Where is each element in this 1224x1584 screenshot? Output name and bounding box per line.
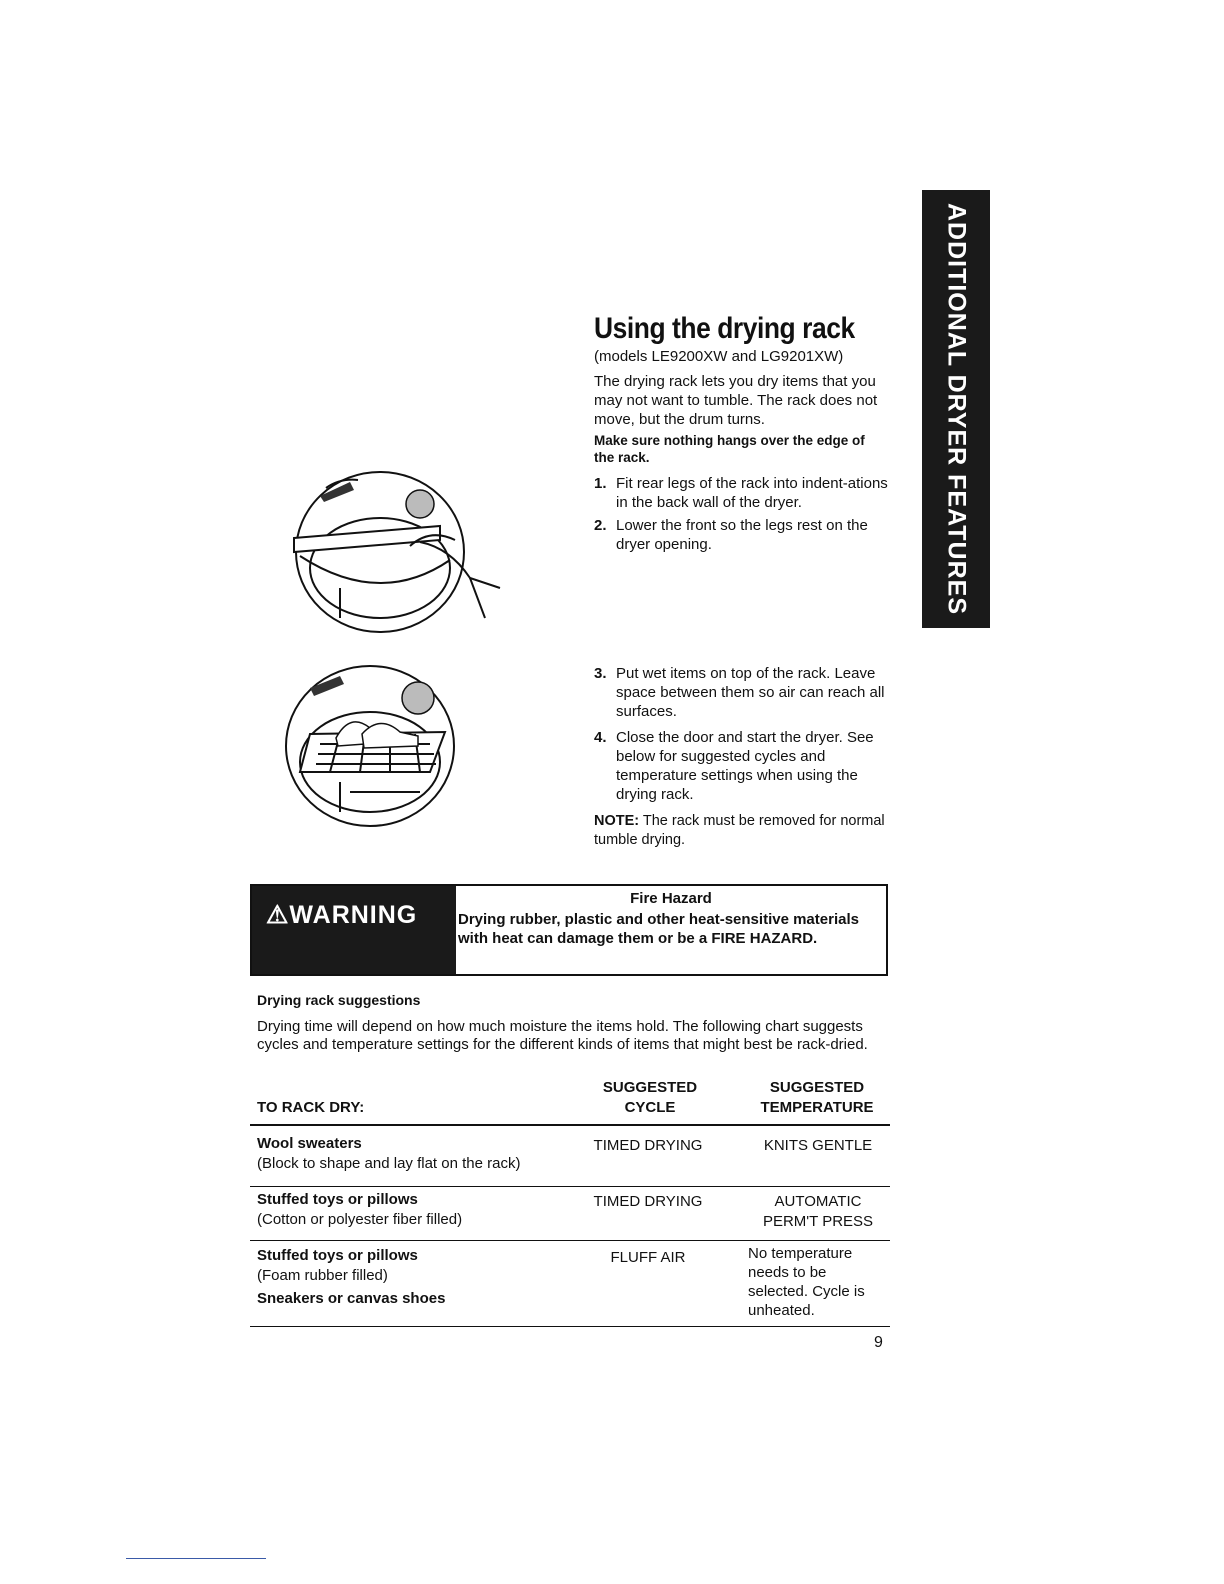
note-label: NOTE: [594,813,640,829]
row-temp: AUTOMATIC PERM'T PRESS [762,1193,874,1230]
step-text: Lower the front so the legs rest on the dryer opening. [616,517,868,553]
warning-box [250,884,888,976]
note-text: The rack must be removed for normal tumble drying. [594,813,885,848]
page-title: Using the drying rack [594,312,855,345]
table-rule [250,1240,890,1241]
table-row [257,1190,462,1230]
header-temperature: SUGGESTED TEMPERATURE [760,1079,874,1116]
table-rule [250,1326,890,1327]
warning-body: Drying rubber, plastic and other heat-sensitive materials with heat can damage them or be a FIRE HAZARD. [458,911,859,947]
row-temp: KNITS GENTLE [763,1137,873,1154]
rack-install-illustration [280,468,510,638]
shoes-on-rack-illustration [280,662,460,828]
row-item: Wool sweaters [257,1135,362,1152]
row-item: Stuffed toys or pillows [257,1247,418,1264]
section-side-tab [922,190,990,628]
row-temp: No temperature needs to be selected. Cycle is unheated. [748,1245,865,1319]
table-rule [250,1186,890,1187]
row-detail: (Cotton or polyester fiber filled) [257,1211,463,1228]
row-detail: (Foam rubber filled) [257,1267,388,1284]
row-cycle: TIMED DRYING [593,1137,703,1154]
removal-note [594,812,894,850]
header-cycle: SUGGESTED CYCLE [602,1079,698,1116]
row-cycle: TIMED DRYING [593,1193,703,1210]
step-number: 2. [594,517,607,534]
row-cycle: FLUFF AIR [610,1249,686,1266]
step-number: 1. [594,475,607,492]
header-item: TO RACK DRY: [257,1099,365,1116]
suggestions-heading: Drying rack suggestions [257,992,421,1008]
footer-line [126,1558,266,1559]
overhang-note: Make sure nothing hangs over the edge of the rack. [594,433,865,465]
page-number: 9 [874,1334,883,1351]
row-item: Stuffed toys or pillows [257,1191,418,1208]
step-text: Put wet items on top of the rack. Leave space between them so air can reach all surfaces. [616,665,885,720]
step-text: Fit rear legs of the rack into indent-ations in the back wall of the dryer. [616,475,888,511]
warning-heading: Fire Hazard [630,890,712,907]
row-detail: (Block to shape and lay flat on the rack) [257,1155,521,1172]
intro-text: The drying rack lets you dry items that you may not want to tumble. The rack does not move, but the drum turns. [594,373,878,428]
models-subtitle: (models LE9200XW and LG9201XW) [594,348,844,365]
table-rule [250,1124,890,1126]
step-number: 4. [594,729,607,746]
table-row [257,1246,445,1309]
step-text: Close the door and start the dryer. See below for suggested cycles and temperature settings when using the drying rack. [616,729,874,803]
row-item-2: Sneakers or canvas shoes [257,1290,446,1307]
side-tab-label: ADDITIONAL DRYER FEATURES [942,202,971,616]
step-number: 3. [594,665,607,682]
warning-label-panel [252,886,456,974]
warning-label: ⚠WARNING [266,901,418,929]
table-row [257,1134,520,1174]
suggestions-intro: Drying time will depend on how much moisture the items hold. The following chart suggests cycles and temperature settings for the different kinds of items that might best be rack-dried. [257,1018,868,1053]
warning-triangle-icon: ⚠ [266,901,290,929]
